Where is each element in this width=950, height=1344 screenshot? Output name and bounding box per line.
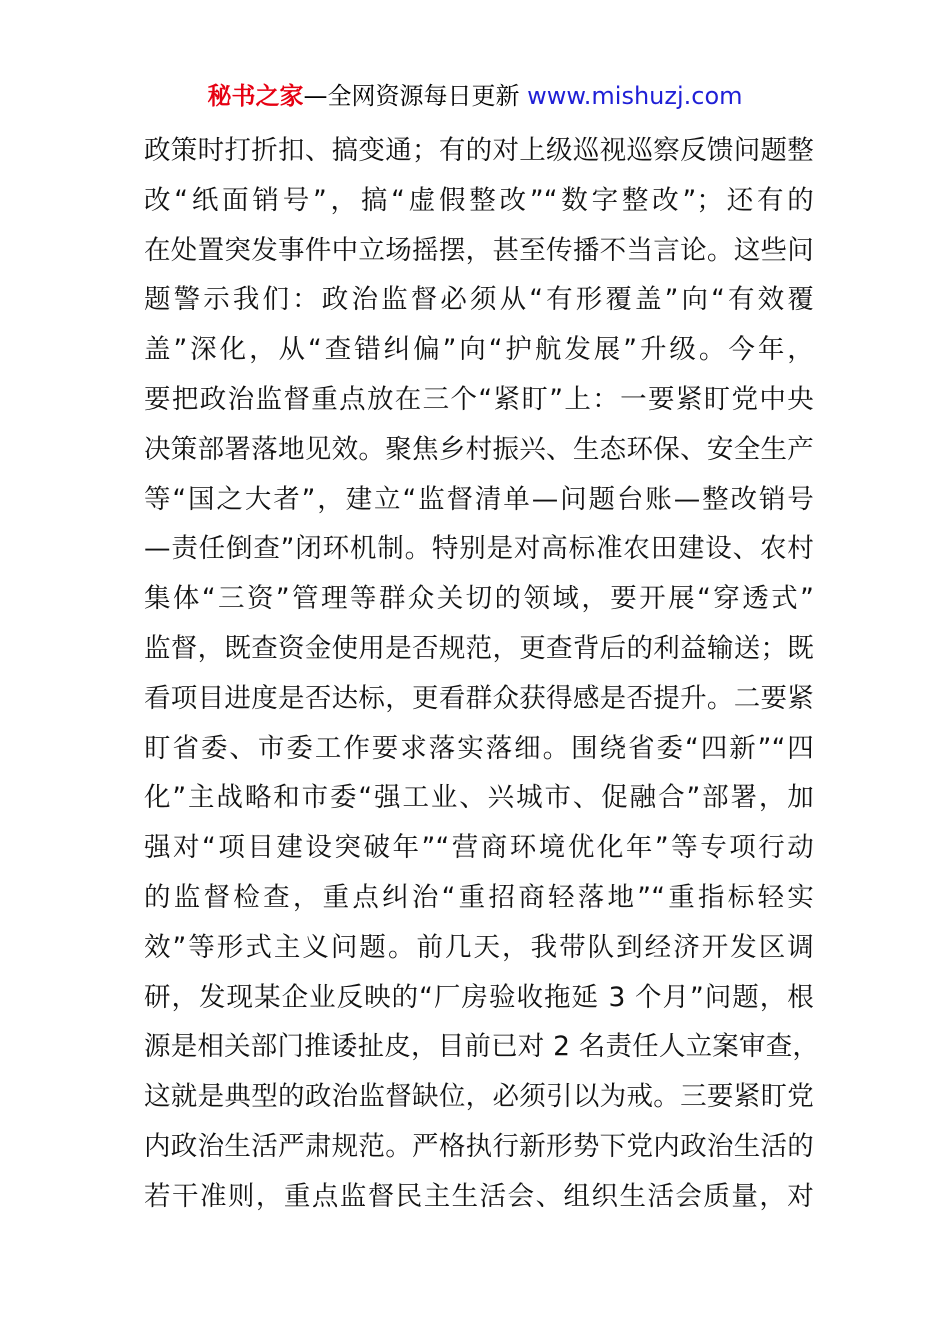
body-line: 盖”深化，从“查错纠偏”向“护航发展”升级。今年， [144,334,814,366]
body-line: 集体“三资”管理等群众关切的领域，要开展“穿透式” [144,583,814,615]
body-line: 决策部署落地见效。聚焦乡村振兴、生态环保、安全生产 [144,433,814,465]
body-line: 在处置突发事件中立场摇摆，甚至传播不当言论。这些问 [144,234,814,266]
body-line: —责任倒查”闭环机制。特别是对高标准农田建设、农村 [144,533,814,565]
page-header [0,80,950,112]
body-line: 化”主战略和市委“强工业、兴城市、促融合”部署，加 [144,782,814,814]
body-line: 内政治生活严肃规范。严格执行新形势下党内政治生活的 [144,1130,814,1162]
body-line: 若干准则，重点监督民主生活会、组织生活会质量，对 [144,1180,814,1212]
body-line: 题警示我们：政治监督必须从“有形覆盖”向“有效覆 [144,284,814,316]
body-line: 等“国之大者”，建立“监督清单—问题台账—整改销号 [144,483,814,515]
body-line: 强对“项目建设突破年”“营商环境优化年”等专项行动 [144,832,814,864]
header-tagline: —全网资源每日更新 [303,82,520,110]
body-line: 监督，既查资金使用是否规范，更查背后的利益输送；既 [144,632,814,664]
body-line: 改“纸面销号”，搞“虚假整改”“数字整改”；还有的 [144,184,814,216]
body-line: 源是相关部门推诿扯皮，目前已对 2 名责任人立案审查， [144,1031,820,1063]
brand-name: 秘书之家 [207,82,304,110]
body-line: 政策时打折扣、搞变通；有的对上级巡视巡察反馈问题整 [144,135,814,166]
document-body [144,126,820,1222]
body-line: 盯省委、市委工作要求落实落细。围绕省委“四新”“四 [144,732,814,764]
body-line: 的监督检查，重点纠治“重招商轻落地”“重指标轻实 [144,881,814,913]
body-line: 要把政治监督重点放在三个“紧盯”上：一要紧盯党中央 [144,383,814,415]
body-line: 效”等形式主义问题。前几天，我带队到经济开发区调 [144,931,814,963]
body-line: 看项目进度是否达标，更看群众获得感是否提升。二要紧 [144,682,814,714]
site-url-link[interactable]: www.mishuzj.com [527,82,743,110]
body-line: 这就是典型的政治监督缺位，必须引以为戒。三要紧盯党 [144,1081,814,1113]
body-line: 研，发现某企业反映的“厂房验收拖延 3 个月”问题，根 [144,981,814,1013]
